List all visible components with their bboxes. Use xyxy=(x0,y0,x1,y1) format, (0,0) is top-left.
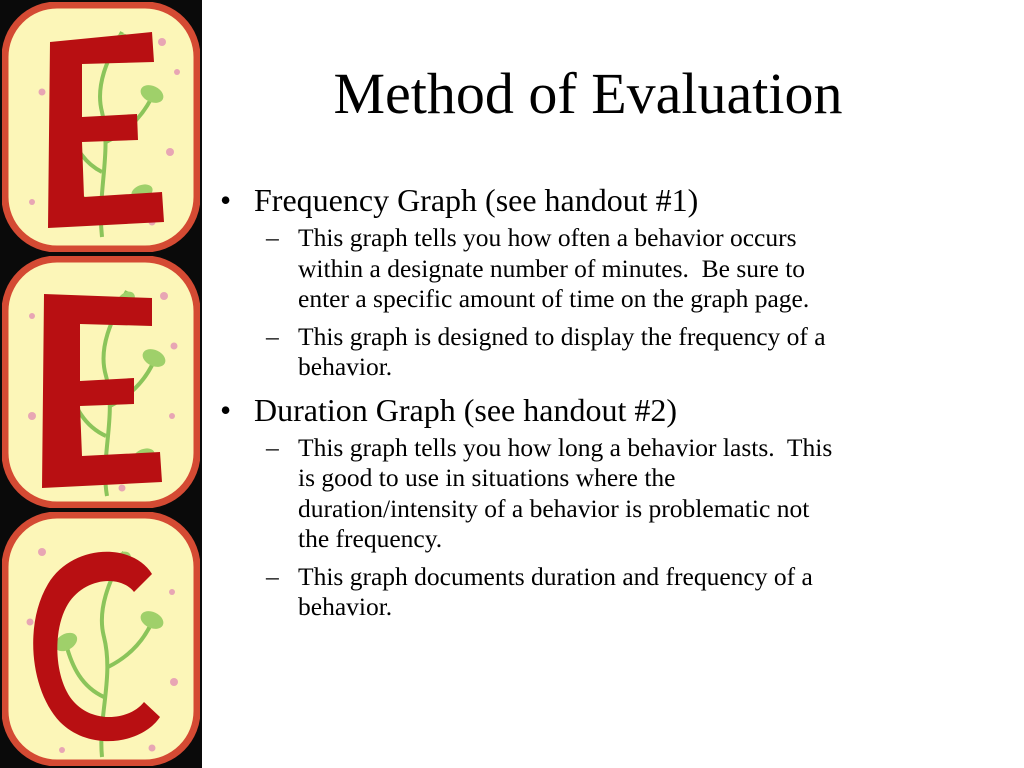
dash-icon: – xyxy=(266,223,279,252)
decorative-sidebar xyxy=(0,0,202,768)
sub-bullet-line: behavior. xyxy=(298,592,393,621)
sub-bullet-line: within a designate number of minutes. Be sure to xyxy=(298,253,806,283)
bullet-frequency-graph xyxy=(214,180,1004,220)
bullet-dot-icon: • xyxy=(220,182,232,218)
dash-icon: – xyxy=(266,561,279,591)
sub-bullet xyxy=(214,322,1004,383)
bullet-duration-graph xyxy=(214,390,1004,430)
sub-bullet xyxy=(214,562,1004,623)
dash-icon: – xyxy=(266,321,279,351)
sub-bullet-line: behavior. xyxy=(298,352,393,381)
bullet-dot-icon: • xyxy=(220,391,232,428)
sub-bullet xyxy=(214,223,1004,315)
letter-c-tile-icon xyxy=(2,512,200,766)
sub-bullet-line: enter a specific amount of time on the graph page. xyxy=(298,284,810,313)
sub-bullet-line: is good to use in situations where the xyxy=(298,463,676,492)
letter-e-tile-icon xyxy=(2,2,200,252)
bullet-text: Duration Graph (see handout #2) xyxy=(254,391,677,428)
sub-bullet-line: This graph tells you how often a behavior occurs xyxy=(298,223,797,252)
slide-title: Method of Evaluation xyxy=(333,61,843,126)
letter-e-tile-icon xyxy=(2,256,200,508)
dash-icon: – xyxy=(266,432,279,462)
sub-bullet xyxy=(214,433,1004,555)
slide-body xyxy=(214,180,1004,630)
sub-bullet-line: the frequency. xyxy=(298,524,443,553)
sub-bullet-line: This graph is designed to display the frequency of a xyxy=(298,321,826,351)
sub-bullet-line: duration/intensity of a behavior is problematic not xyxy=(298,493,810,523)
sub-bullet-line: This graph tells you how long a behavior lasts. This xyxy=(298,432,833,462)
bullet-text: Frequency Graph (see handout #1) xyxy=(254,182,699,218)
sub-bullet-line: This graph documents duration and frequency of a xyxy=(298,561,813,591)
